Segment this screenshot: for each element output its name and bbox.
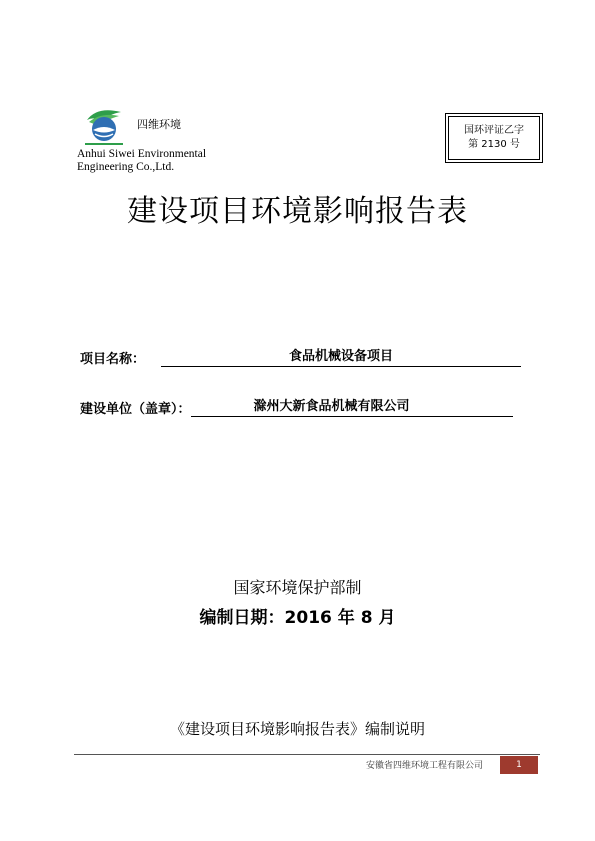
construction-unit-label: 建设单位（盖章）： [80, 402, 191, 417]
certificate-line2: 第 2130 号 [468, 139, 520, 150]
project-name-field [80, 348, 521, 367]
construction-unit-value: 滁州大新食品机械有限公司 [253, 399, 410, 414]
certificate-line1: 国环评证乙字 [464, 125, 524, 136]
globe-leaf-logo-icon [79, 102, 129, 148]
report-title: 建设项目环境影响报告表 [127, 194, 468, 229]
company-name-en [77, 148, 206, 174]
project-name-label: 项目名称： [80, 352, 146, 367]
company-name-cn: 四维环境 [137, 118, 181, 131]
explanation-title: 《建设项目环境影响报告表》编制说明 [169, 720, 425, 738]
company-name-en-line2: Engineering Co.,Ltd. [77, 161, 175, 173]
ministry-text: 国家环境保护部制 [233, 578, 362, 597]
project-name-value: 食品机械设备项目 [161, 348, 521, 367]
company-name-en-line1: Anhui Siwei Environmental [77, 148, 207, 160]
footer-divider [74, 754, 540, 755]
compile-date: 编制日期：2016 年 8 月 [199, 608, 396, 628]
construction-unit-line [191, 398, 513, 417]
footer-company: 安徽省四维环境工程有限公司 [366, 761, 484, 771]
certificate-box [448, 116, 540, 160]
page-number: 1 [500, 756, 538, 774]
construction-unit-field [80, 398, 513, 417]
